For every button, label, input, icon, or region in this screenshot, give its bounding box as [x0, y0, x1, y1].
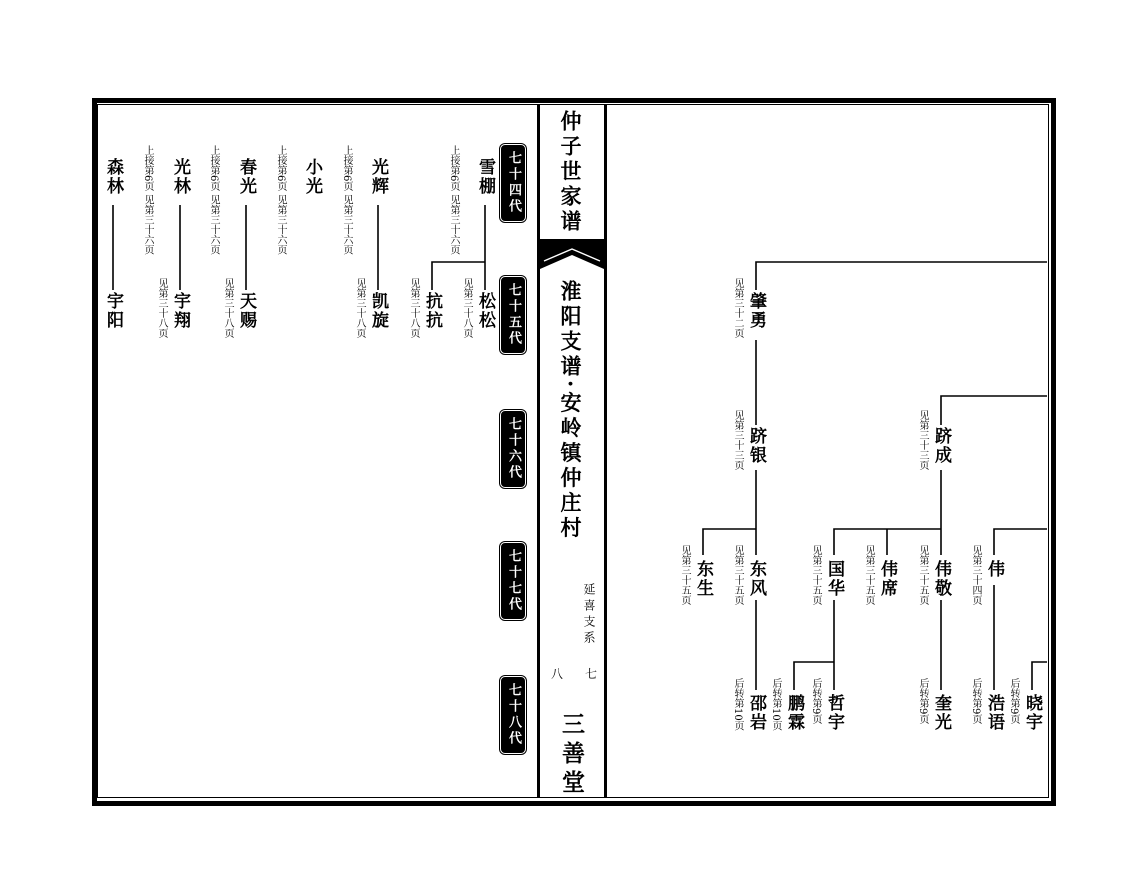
person-note: 见第三十五页 [732, 545, 743, 605]
person-name: 凯旋 [368, 292, 388, 330]
line-xiaoyu-top [1032, 662, 1047, 690]
person-name: 雪棚 [475, 158, 495, 196]
person-name: 光辉 [368, 158, 388, 196]
person-name: 光林 [170, 158, 190, 196]
person-note: 后转第9页 [970, 678, 981, 725]
page-number-left: 八 [551, 667, 564, 681]
person-note: 后转第10页 [770, 678, 781, 731]
person-note: 见第三十八页 [222, 278, 233, 338]
person-note: 后转第10页 [732, 678, 743, 731]
person-note: 见第三十五页 [917, 545, 928, 605]
person-name: 鹏霖 [784, 694, 804, 732]
person-name: 跻银 [746, 427, 766, 465]
sub-branch-label: 延喜支系 [582, 583, 596, 647]
person-note: 上接第6页 见第三十六页 [448, 145, 459, 255]
book-title: 仲子世家谱 [558, 110, 583, 235]
person-note: 见第三十八页 [408, 278, 419, 338]
person-note: 见第三十八页 [156, 278, 167, 338]
person-note: 上接第6页 见第三十六页 [341, 145, 352, 255]
generation-label: 七十六代 [500, 410, 526, 488]
line-zhaoyong-top [756, 262, 1047, 290]
person-note: 见第三十三页 [732, 410, 743, 470]
person-note: 见第三十八页 [354, 278, 365, 338]
person-name: 伟敬 [931, 560, 951, 598]
person-name: 小光 [302, 158, 322, 196]
person-name: 浩语 [984, 694, 1004, 732]
person-name: 宇阳 [103, 292, 123, 330]
person-name: 伟 [984, 560, 1004, 579]
person-name: 哲宇 [824, 694, 844, 732]
person-note: 见第三十五页 [679, 545, 690, 605]
person-note: 后转第9页 [810, 678, 821, 725]
person-name: 抗抗 [422, 292, 442, 330]
person-name: 东风 [746, 560, 766, 598]
person-name: 春光 [236, 158, 256, 196]
person-name: 肇勇 [746, 292, 766, 330]
branch-title: 淮阳支谱·安岭镇仲庄村 [558, 280, 583, 542]
person-name: 天赐 [236, 292, 256, 330]
line-wei-top [994, 529, 1047, 555]
person-name: 松松 [475, 292, 495, 330]
line-jicheng-top [941, 396, 1047, 425]
page-number-right: 七 [585, 667, 598, 681]
person-note: 上接第6页 见第三十六页 [142, 145, 153, 255]
person-name: 跻成 [931, 427, 951, 465]
person-name: 晓宇 [1022, 694, 1042, 732]
person-name: 奎光 [931, 694, 951, 732]
person-note: 上接第6页 见第三十六页 [208, 145, 219, 255]
person-name: 宇翔 [170, 292, 190, 330]
person-note: 见第三十五页 [810, 545, 821, 605]
person-name: 邵岩 [746, 694, 766, 732]
generation-label: 七十八代 [500, 676, 526, 754]
generation-label: 七十四代 [500, 144, 526, 222]
person-name: 伟席 [877, 560, 897, 598]
generation-label: 七十五代 [500, 276, 526, 354]
person-note: 后转第9页 [917, 678, 928, 725]
person-name: 国华 [824, 560, 844, 598]
person-note: 后转第9页 [1008, 678, 1019, 725]
line-xuepeng-branch [432, 262, 485, 290]
generation-label: 七十七代 [500, 542, 526, 620]
person-note: 见第三十五页 [863, 545, 874, 605]
person-note: 见第三十八页 [461, 278, 472, 338]
line-jiyin-branch [703, 529, 756, 555]
hall-name: 三善堂 [558, 712, 585, 799]
person-note: 见第三十二页 [732, 278, 743, 338]
person-note: 见第三十三页 [917, 410, 928, 470]
person-name: 森林 [103, 158, 123, 196]
person-note: 上接第6页 见第三十六页 [275, 145, 286, 255]
person-note: 见第三十四页 [970, 545, 981, 605]
person-name: 东生 [693, 560, 713, 598]
fishtail-ornament [540, 243, 604, 269]
